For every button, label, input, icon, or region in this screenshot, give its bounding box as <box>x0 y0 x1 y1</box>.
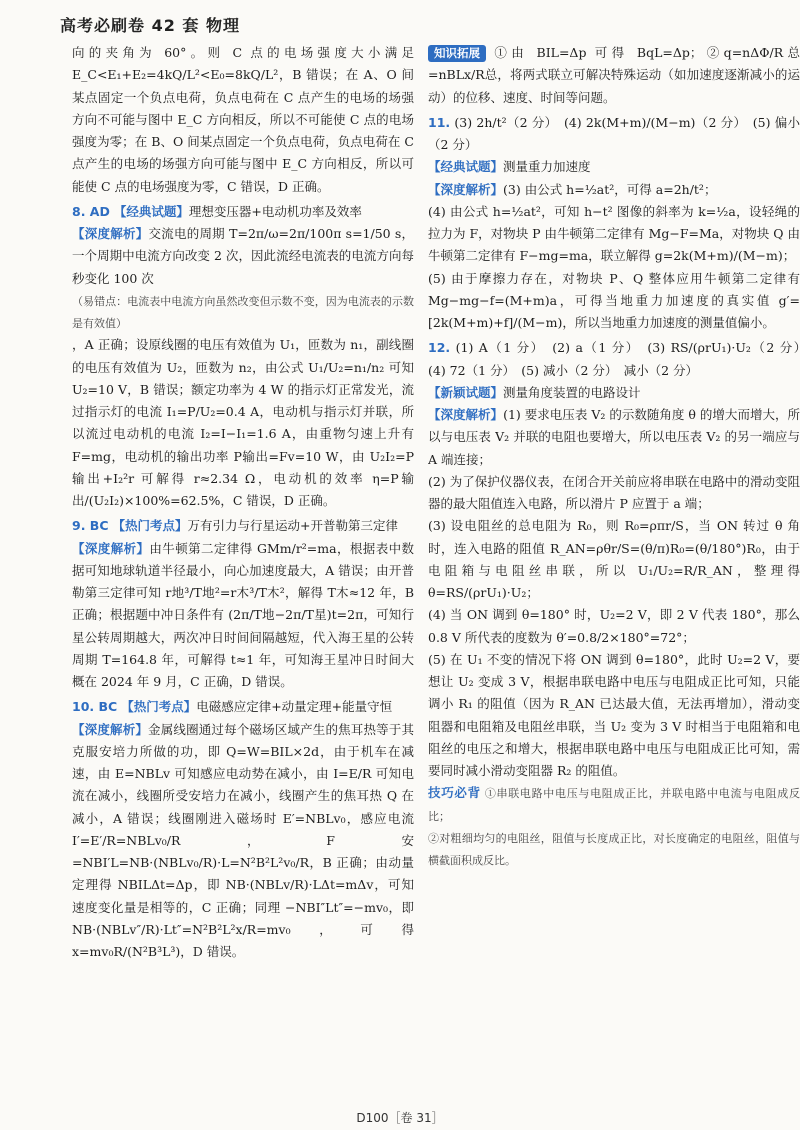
paragraph-text: (4) 当 ON 调到 θ=180° 时，U₂=2 V，即 2 V 代表 180°，那么 0.8 V 所代表的度数为 θ′=0.8/2×180°=72°； <box>428 607 800 645</box>
right-column <box>428 42 800 1097</box>
paragraph <box>428 268 800 335</box>
question-heading <box>72 201 414 223</box>
paragraph <box>428 604 800 649</box>
analysis-label: 【深度解析】 <box>72 721 149 737</box>
analysis-label: 【深度解析】 <box>72 226 149 241</box>
left-column <box>72 42 414 1097</box>
question-tag: 【新颖试题】 <box>428 384 504 400</box>
analysis-label: 【深度解析】 <box>428 181 504 197</box>
paragraph <box>428 649 800 783</box>
question-number: 8. AD <box>72 203 110 219</box>
question-tag-line <box>428 382 800 404</box>
paragraph <box>428 515 800 604</box>
tips-box <box>428 782 800 827</box>
knowledge-extension-text: ①由 BIL=Δp 可得 BqL=Δp；②q=nΔΦ/R总=nBLx/R总，将两式联立可解决特殊运动（如加速度逐渐减小的运动）的位移、速度、时间等问题。 <box>428 45 800 105</box>
page-header: 高考必刷卷 42 套 物理 <box>60 16 240 35</box>
paragraph <box>72 538 414 694</box>
paragraph <box>72 719 414 964</box>
question-number: 9. BC <box>72 518 109 534</box>
paragraph-text: (5) 由于摩擦力存在，对物块 P、Q 整体应用牛顿第二定律有 Mg−mg−f=(M+m)a，可得当地重力加速度的真实值 g′=[2k(M+m)+f]/(M−m)，所以当地重力加速度的测量值偏小。 <box>428 270 800 330</box>
side-note <box>72 290 414 335</box>
paragraph-text: (3) 设电阻丝的总电阻为 R₀，则 R₀=ρπr/S，当 ON 转过 θ 角时，连入电路的阻值 R_AN=ρθr/S=(θ/π)R₀=(θ/180°)R₀，由于电阻箱与电阻丝串联，所以 U₁/U₂=R/R_AN，整理得 θ=RS/(ρrU₁)·U₂； <box>428 518 800 600</box>
paragraph <box>428 471 800 516</box>
paragraph-text: (2) 为了保护仪器仪表，在闭合开关前应将串联在电路中的滑动变阻器的最大阻值连入电路，所以滑片 P 应置于 a 端； <box>428 473 800 511</box>
answer-text: (3) 2h/t²（2 分） (4) 2k(M+m)/(M−m)（2 分） (5) 偏小（2 分） <box>428 114 800 152</box>
paragraph-text: (4) 由公式 h=½at²，可知 h−t² 图像的斜率为 k=½a，设轻绳的拉力为 F，对物块 P 由牛顿第二定律有 Mg−F=Ma，对物块 Q 由牛顿第二定律有 F−mg=ma，联立解得 g=2k(M+m)/(M−m)； <box>428 203 800 264</box>
paragraph <box>72 334 414 512</box>
question-number: 10. BC <box>72 699 118 715</box>
answer-line <box>428 337 800 382</box>
paragraph-text: 向的夹角为 60°。则 C 点的电场强度大小满足 E_C<E₁+E₂=4kQ/L²<E₀=8kQ/L²，B 错误；在 A、O 间某点固定一个负点电荷，负点电荷在 C 点产生的电场的场强方向不可能与图中 E_C 方向相反，所以不可能使 C 点的电场强度为零；在 B、O 间某点固定一个负点电荷，负点电荷在 C 点产生的电场的场强方向可能与图中 E_C 方向相反，所以可能使 C 点的电场强度为零，C 错误，D 正确。 <box>72 45 414 194</box>
tips-text-cont <box>428 827 800 872</box>
question-tag: 【热门考点】 <box>112 518 188 534</box>
paragraph-text: (3) 由公式 h=½at²，可得 a=2h/t²； <box>503 181 717 197</box>
question-tag: 【热门考点】 <box>121 699 197 715</box>
paragraph <box>428 179 800 201</box>
paragraph-text: 由牛顿第二定律得 GMm/r²=ma，根据表中数据可知地球轨道半径最小，向心加速度最大，A 错误；由开普勒第三定律可知 r地³/T地²=r木³/T木²，解得 T木≈12 年，B 正确；根据题中冲日条件有 (2π/T地−2π/T星)t=2π，可知行星公转周期越大，两次冲日时间间隔越短，代入海王星的公转周期 T=164.8 年，可解得 t≈1 年，可知海王星冲日时间大概在 2024 年 9 月，C 正确，D 错误。 <box>72 540 414 689</box>
question-heading <box>72 696 414 718</box>
question-tag-line <box>428 156 800 178</box>
question-number: 11. <box>428 114 451 130</box>
paragraph-text: 金属线圈通过每个磁场区域产生的焦耳热等于其克服安培力所做的功，即 Q=W=BIL×2d，由于机车在减速，由 E=NBLv 可知感应电动势在减小，由 I=E/R 可知电流在减小，线圈所受安培力在减小，线圈产生的焦耳热 Q 在减小，A 错误；线圈刚进入磁场时 E′=NBLv₀，感应电流 I′=E′/R=NBLv₀/R，F安=NBI′L=NB·(NBLv₀/R)·L=N²B²L²v₀/R，B 正确；由动量定理得 NBILΔt=Δp，即 NB·(NBLv/R)·LΔt=mΔv，可知速度变化量是相等的，C 正确；同理 −NBI″Lt″=−mv₀，即 NB·(NBLv″/R)·Lt″=N²B²L²x/R=mv₀，可得 x=mv₀R/(N²B³L³)，D 错误。 <box>72 721 414 959</box>
question-topic: 测量重力加速度 <box>503 159 591 175</box>
question-topic: 万有引力与行星运动+开普勒第三定律 <box>187 518 398 534</box>
paragraph-text: (5) 在 U₁ 不变的情况下将 ON 调到 θ=180°，此时 U₂=2 V，要想让 U₂ 变成 3 V，根据串联电路中电压与电阻成正比可知，只能调小 R₁ 的阻值（因为 R_AN 已达最大值，无法再增加），滑动变阻器和电阻箱及电阻丝串联，当 U₂ 变为 3 V 时相当于电阻箱和电阻丝的电压之和增大，根据串联电路中电压与电阻成正比可知，需要同时减小滑动变阻器 R₂ 的阻值。 <box>428 651 800 778</box>
paragraph-text: (1) 要求电压表 V₂ 的示数随角度 θ 的增大而增大，所以与电压表 V₂ 并联的电阻也要增大，所以电压表 V₂ 的另一端应与 A 端连接； <box>428 407 800 467</box>
tips-badge: 技巧必背 <box>428 785 481 801</box>
answer-line <box>428 112 800 157</box>
knowledge-extension-badge: 知识拓展 <box>428 45 486 62</box>
paragraph <box>72 223 414 290</box>
question-topic: 电磁感应定律+动量定理+能量守恒 <box>196 699 393 715</box>
question-tag: 【经典试题】 <box>428 159 504 175</box>
answer-text: (1) A（1 分） (2) a（1 分） (3) RS/(ρrU₁)·U₂（2 分） (4) 72（1 分） (5) 减小（2 分） 减小（2 分） <box>428 340 800 378</box>
paragraph-text: ，A 正确；设原线圈的电压有效值为 U₁，匝数为 n₁，副线圈的电压有效值为 U₂，匝数为 n₂，由公式 U₁/U₂=n₁/n₂ 可知 U₂=10 V，B 错误；额定功率为 4 W 的指示灯正常发光，流过指示灯的电流 I₁=P/U₂=0.4 A，电动机与指示灯并联，所以流过电动机的电流 I₂=I−I₁=1.6 A，由重物匀速上升有 F=mg，电动机的输出功率 P输出=Fv=10 W，由 U₂I₂=P输出+I₂²r 可解得 r≈2.34 Ω，电动机的效率 η=P输出/(U₂I₂)×100%=62.5%，C 错误，D 正确。 <box>72 337 414 508</box>
tips-text: ②对粗细均匀的电阻丝，阻值与长度成正比，对长度确定的电阻丝，阻值与横截面积成反比。 <box>428 831 800 867</box>
analysis-label: 【深度解析】 <box>72 540 150 556</box>
question-topic: 测量角度装置的电路设计 <box>503 384 641 400</box>
paragraph <box>428 404 800 471</box>
question-tag: 【经典试题】 <box>113 203 189 219</box>
page-footer: D100［卷 31］ <box>356 1111 444 1125</box>
question-number: 12. <box>428 340 451 356</box>
knowledge-extension <box>428 42 800 109</box>
side-note-text: （易错点：电流表中电流方向虽然改变但示数不变，因为电流表的示数是有效值） <box>72 294 414 330</box>
question-topic: 理想变压器+电动机功率及效率 <box>188 203 362 219</box>
paragraph <box>428 201 800 268</box>
paragraph-text: 交流电的周期 T=2π/ω=2π/100π s=1/50 s，一个周期中电流方向改变 2 次，因此流经电流表的电流方向每秒变化 100 次 <box>72 226 414 286</box>
paragraph <box>72 42 414 198</box>
question-heading <box>72 515 414 537</box>
analysis-label: 【深度解析】 <box>428 407 504 422</box>
tips-text: ①串联电路中电压与电阻成正比，并联电路中电流与电阻成反比； <box>428 787 800 823</box>
